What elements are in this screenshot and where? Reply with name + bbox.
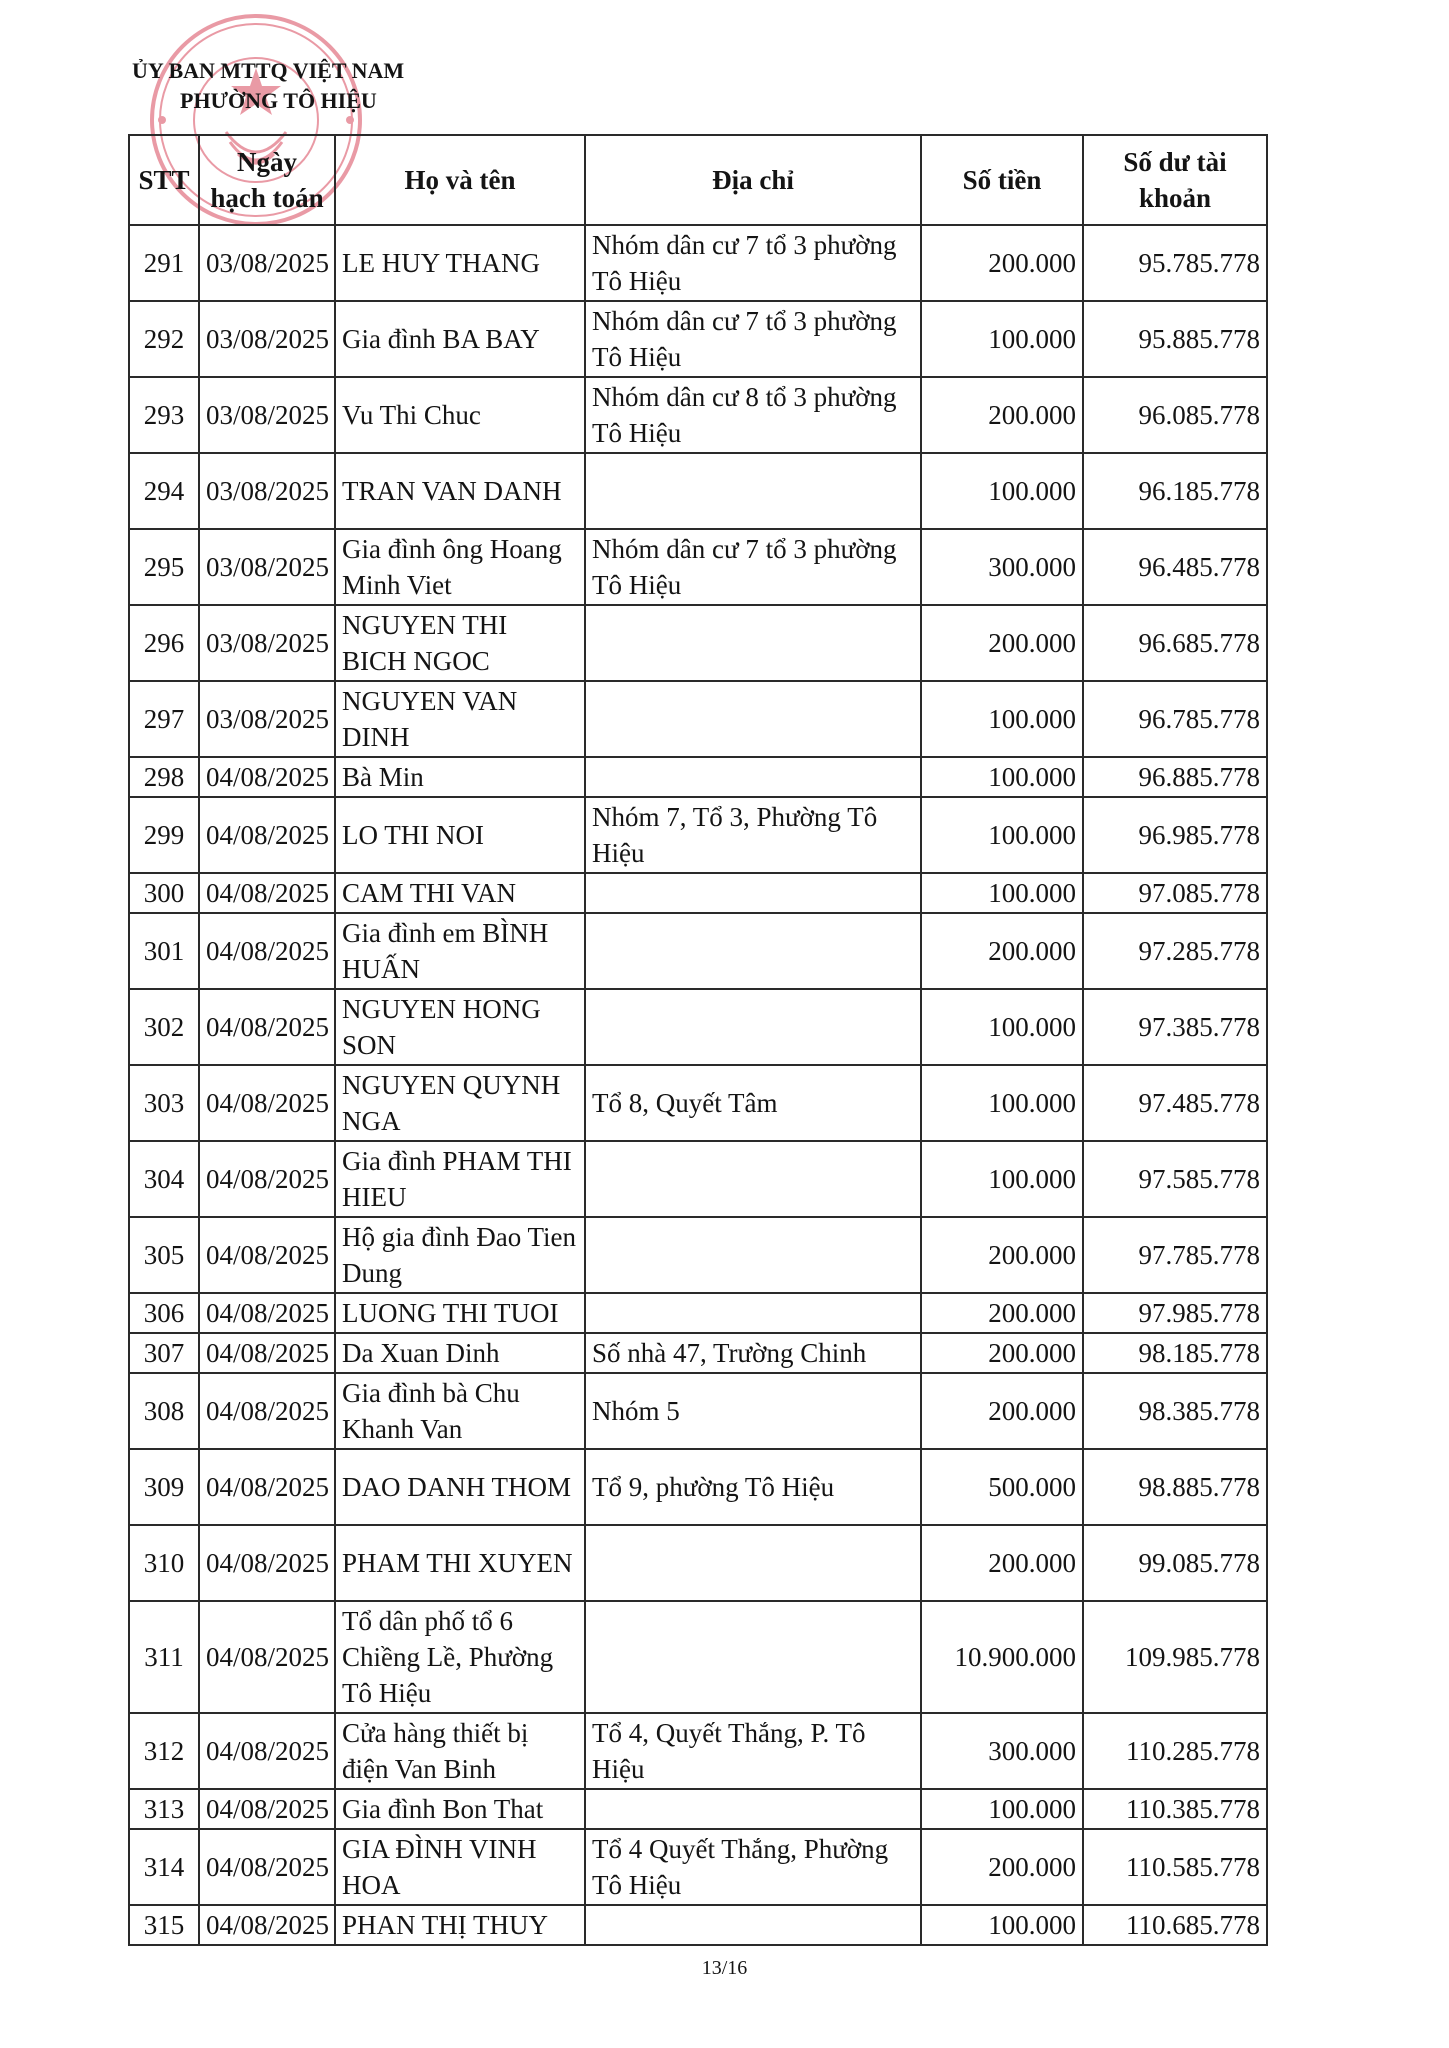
cell-balance: 97.585.778 bbox=[1083, 1141, 1267, 1217]
cell-balance: 99.085.778 bbox=[1083, 1525, 1267, 1601]
cell-balance: 96.985.778 bbox=[1083, 797, 1267, 873]
cell-amount: 200.000 bbox=[921, 1373, 1083, 1449]
cell-address bbox=[585, 1217, 921, 1293]
cell-name: NGUYEN QUYNH NGA bbox=[335, 1065, 585, 1141]
cell-name: Vu Thi Chuc bbox=[335, 377, 585, 453]
cell-amount: 200.000 bbox=[921, 1525, 1083, 1601]
table-row bbox=[129, 797, 1267, 873]
cell-date: 04/08/2025 bbox=[199, 1525, 335, 1601]
cell-amount: 100.000 bbox=[921, 873, 1083, 913]
cell-name: Gia đình BA BAY bbox=[335, 301, 585, 377]
cell-date: 03/08/2025 bbox=[199, 377, 335, 453]
cell-address: Nhóm 7, Tổ 3, Phường Tô Hiệu bbox=[585, 797, 921, 873]
cell-address bbox=[585, 605, 921, 681]
cell-name: Gia đình ông Hoang Minh Viet bbox=[335, 529, 585, 605]
cell-stt: 308 bbox=[129, 1373, 199, 1449]
cell-stt: 299 bbox=[129, 797, 199, 873]
table-row bbox=[129, 1373, 1267, 1449]
table-row bbox=[129, 1601, 1267, 1713]
cell-name: Hộ gia đình Đao Tien Dung bbox=[335, 1217, 585, 1293]
cell-balance: 110.285.778 bbox=[1083, 1713, 1267, 1789]
cell-balance: 95.785.778 bbox=[1083, 225, 1267, 301]
org-name-line1: ỦY BAN MTTQ VIỆT NAM bbox=[132, 58, 405, 83]
cell-stt: 296 bbox=[129, 605, 199, 681]
cell-address: Nhóm dân cư 8 tổ 3 phường Tô Hiệu bbox=[585, 377, 921, 453]
table-row bbox=[129, 1713, 1267, 1789]
cell-stt: 298 bbox=[129, 757, 199, 797]
cell-address bbox=[585, 913, 921, 989]
cell-date: 04/08/2025 bbox=[199, 1905, 335, 1945]
cell-date: 04/08/2025 bbox=[199, 1713, 335, 1789]
cell-balance: 96.085.778 bbox=[1083, 377, 1267, 453]
table-row bbox=[129, 529, 1267, 605]
cell-stt: 292 bbox=[129, 301, 199, 377]
cell-amount: 100.000 bbox=[921, 301, 1083, 377]
cell-balance: 96.685.778 bbox=[1083, 605, 1267, 681]
cell-address bbox=[585, 1601, 921, 1713]
cell-balance: 97.485.778 bbox=[1083, 1065, 1267, 1141]
cell-stt: 307 bbox=[129, 1333, 199, 1373]
cell-balance: 110.585.778 bbox=[1083, 1829, 1267, 1905]
cell-address bbox=[585, 1525, 921, 1601]
cell-address bbox=[585, 1789, 921, 1829]
cell-date: 04/08/2025 bbox=[199, 1373, 335, 1449]
cell-stt: 315 bbox=[129, 1905, 199, 1945]
table-row bbox=[129, 1525, 1267, 1601]
cell-date: 04/08/2025 bbox=[199, 873, 335, 913]
cell-date: 03/08/2025 bbox=[199, 605, 335, 681]
table-row bbox=[129, 1829, 1267, 1905]
cell-date: 04/08/2025 bbox=[199, 1333, 335, 1373]
cell-name: LO THI NOI bbox=[335, 797, 585, 873]
donation-ledger-table bbox=[128, 134, 1268, 1946]
cell-stt: 310 bbox=[129, 1525, 199, 1601]
cell-balance: 97.285.778 bbox=[1083, 913, 1267, 989]
cell-name: Cửa hàng thiết bị điện Van Binh bbox=[335, 1713, 585, 1789]
table-row bbox=[129, 1293, 1267, 1333]
cell-stt: 297 bbox=[129, 681, 199, 757]
cell-date: 03/08/2025 bbox=[199, 453, 335, 529]
cell-name: Gia đình em BÌNH HUẤN bbox=[335, 913, 585, 989]
table-row bbox=[129, 1449, 1267, 1525]
cell-date: 04/08/2025 bbox=[199, 989, 335, 1065]
cell-balance: 95.885.778 bbox=[1083, 301, 1267, 377]
cell-amount: 100.000 bbox=[921, 757, 1083, 797]
col-header-name: Họ và tên bbox=[335, 135, 585, 225]
cell-stt: 291 bbox=[129, 225, 199, 301]
cell-balance: 97.385.778 bbox=[1083, 989, 1267, 1065]
cell-balance: 96.485.778 bbox=[1083, 529, 1267, 605]
cell-address: Tổ 4 Quyết Thắng, Phường Tô Hiệu bbox=[585, 1829, 921, 1905]
col-header-balance: Số dư tài khoản bbox=[1083, 135, 1267, 225]
cell-stt: 294 bbox=[129, 453, 199, 529]
cell-stt: 313 bbox=[129, 1789, 199, 1829]
cell-date: 04/08/2025 bbox=[199, 1141, 335, 1217]
cell-address bbox=[585, 989, 921, 1065]
col-header-amount: Số tiền bbox=[921, 135, 1083, 225]
cell-date: 04/08/2025 bbox=[199, 1449, 335, 1525]
cell-amount: 500.000 bbox=[921, 1449, 1083, 1525]
cell-address bbox=[585, 453, 921, 529]
cell-amount: 100.000 bbox=[921, 1065, 1083, 1141]
org-name-line2: PHƯỜNG TÔ HIỆU bbox=[180, 88, 377, 113]
cell-amount: 300.000 bbox=[921, 529, 1083, 605]
table-row bbox=[129, 1333, 1267, 1373]
cell-name: Tổ dân phố tổ 6 Chiềng Lề, Phường Tô Hiệu bbox=[335, 1601, 585, 1713]
cell-stt: 309 bbox=[129, 1449, 199, 1525]
cell-balance: 97.785.778 bbox=[1083, 1217, 1267, 1293]
cell-stt: 303 bbox=[129, 1065, 199, 1141]
col-header-address: Địa chỉ bbox=[585, 135, 921, 225]
table-row bbox=[129, 681, 1267, 757]
table-row bbox=[129, 989, 1267, 1065]
table-row bbox=[129, 605, 1267, 681]
cell-balance: 96.785.778 bbox=[1083, 681, 1267, 757]
cell-stt: 293 bbox=[129, 377, 199, 453]
cell-balance: 110.385.778 bbox=[1083, 1789, 1267, 1829]
ledger-body bbox=[129, 225, 1267, 1945]
cell-address bbox=[585, 1905, 921, 1945]
cell-name: GIA ĐÌNH VINH HOA bbox=[335, 1829, 585, 1905]
cell-balance: 97.085.778 bbox=[1083, 873, 1267, 913]
cell-date: 04/08/2025 bbox=[199, 1217, 335, 1293]
cell-amount: 200.000 bbox=[921, 225, 1083, 301]
cell-name: Da Xuan Dinh bbox=[335, 1333, 585, 1373]
cell-stt: 314 bbox=[129, 1829, 199, 1905]
cell-amount: 200.000 bbox=[921, 1333, 1083, 1373]
cell-amount: 200.000 bbox=[921, 1829, 1083, 1905]
cell-address bbox=[585, 681, 921, 757]
cell-date: 03/08/2025 bbox=[199, 225, 335, 301]
cell-stt: 300 bbox=[129, 873, 199, 913]
cell-balance: 98.385.778 bbox=[1083, 1373, 1267, 1449]
cell-stt: 295 bbox=[129, 529, 199, 605]
col-header-stt: STT bbox=[129, 135, 199, 225]
col-header-date: Ngày hạch toán bbox=[199, 135, 335, 225]
cell-amount: 100.000 bbox=[921, 1789, 1083, 1829]
table-row bbox=[129, 1789, 1267, 1829]
cell-date: 04/08/2025 bbox=[199, 1601, 335, 1713]
cell-address bbox=[585, 1293, 921, 1333]
page-number: 13/16 bbox=[701, 1957, 748, 1979]
cell-date: 04/08/2025 bbox=[199, 797, 335, 873]
cell-date: 03/08/2025 bbox=[199, 301, 335, 377]
cell-amount: 100.000 bbox=[921, 797, 1083, 873]
cell-name: PHAN THỊ THUY bbox=[335, 1905, 585, 1945]
cell-balance: 110.685.778 bbox=[1083, 1905, 1267, 1945]
cell-name: Gia đình PHAM THI HIEU bbox=[335, 1141, 585, 1217]
cell-stt: 312 bbox=[129, 1713, 199, 1789]
cell-name: NGUYEN HONG SON bbox=[335, 989, 585, 1065]
cell-address bbox=[585, 757, 921, 797]
table-row bbox=[129, 377, 1267, 453]
cell-amount: 100.000 bbox=[921, 989, 1083, 1065]
table-row bbox=[129, 1217, 1267, 1293]
cell-date: 04/08/2025 bbox=[199, 1065, 335, 1141]
cell-address: Số nhà 47, Trường Chinh bbox=[585, 1333, 921, 1373]
cell-amount: 200.000 bbox=[921, 1293, 1083, 1333]
cell-address: Nhóm dân cư 7 tổ 3 phường Tô Hiệu bbox=[585, 529, 921, 605]
table-row bbox=[129, 873, 1267, 913]
cell-amount: 100.000 bbox=[921, 681, 1083, 757]
cell-name: LUONG THI TUOI bbox=[335, 1293, 585, 1333]
table-row bbox=[129, 913, 1267, 989]
cell-name: DAO DANH THOM bbox=[335, 1449, 585, 1525]
table-header-row bbox=[129, 135, 1267, 225]
cell-name: TRAN VAN DANH bbox=[335, 453, 585, 529]
cell-amount: 300.000 bbox=[921, 1713, 1083, 1789]
cell-name: CAM THI VAN bbox=[335, 873, 585, 913]
cell-address: Tổ 9, phường Tô Hiệu bbox=[585, 1449, 921, 1525]
cell-amount: 200.000 bbox=[921, 605, 1083, 681]
cell-address: Tổ 8, Quyết Tâm bbox=[585, 1065, 921, 1141]
cell-date: 03/08/2025 bbox=[199, 681, 335, 757]
cell-address: Nhóm dân cư 7 tổ 3 phường Tô Hiệu bbox=[585, 301, 921, 377]
cell-balance: 98.185.778 bbox=[1083, 1333, 1267, 1373]
cell-address: Nhóm dân cư 7 tổ 3 phường Tô Hiệu bbox=[585, 225, 921, 301]
cell-amount: 200.000 bbox=[921, 913, 1083, 989]
table-row bbox=[129, 453, 1267, 529]
table-row bbox=[129, 757, 1267, 797]
cell-name: Gia đình Bon That bbox=[335, 1789, 585, 1829]
cell-address bbox=[585, 873, 921, 913]
table-row bbox=[129, 1065, 1267, 1141]
cell-amount: 100.000 bbox=[921, 1141, 1083, 1217]
cell-stt: 301 bbox=[129, 913, 199, 989]
cell-date: 04/08/2025 bbox=[199, 1293, 335, 1333]
cell-name: NGUYEN THI BICH NGOC bbox=[335, 605, 585, 681]
table-row bbox=[129, 301, 1267, 377]
cell-name: Gia đình bà Chu Khanh Van bbox=[335, 1373, 585, 1449]
table-row bbox=[129, 1905, 1267, 1945]
cell-balance: 109.985.778 bbox=[1083, 1601, 1267, 1713]
cell-amount: 200.000 bbox=[921, 377, 1083, 453]
cell-address: Tổ 4, Quyết Thắng, P. Tô Hiệu bbox=[585, 1713, 921, 1789]
cell-stt: 306 bbox=[129, 1293, 199, 1333]
table-row bbox=[129, 225, 1267, 301]
cell-date: 04/08/2025 bbox=[199, 757, 335, 797]
cell-balance: 97.985.778 bbox=[1083, 1293, 1267, 1333]
organization-header bbox=[132, 56, 404, 116]
table-row bbox=[129, 1141, 1267, 1217]
cell-date: 04/08/2025 bbox=[199, 913, 335, 989]
cell-date: 03/08/2025 bbox=[199, 529, 335, 605]
cell-stt: 302 bbox=[129, 989, 199, 1065]
cell-balance: 96.185.778 bbox=[1083, 453, 1267, 529]
cell-balance: 96.885.778 bbox=[1083, 757, 1267, 797]
cell-amount: 100.000 bbox=[921, 453, 1083, 529]
cell-amount: 10.900.000 bbox=[921, 1601, 1083, 1713]
cell-stt: 311 bbox=[129, 1601, 199, 1713]
cell-name: NGUYEN VAN DINH bbox=[335, 681, 585, 757]
cell-address bbox=[585, 1141, 921, 1217]
cell-name: PHAM THI XUYEN bbox=[335, 1525, 585, 1601]
cell-stt: 305 bbox=[129, 1217, 199, 1293]
cell-stt: 304 bbox=[129, 1141, 199, 1217]
cell-address: Nhóm 5 bbox=[585, 1373, 921, 1449]
cell-name: Bà Min bbox=[335, 757, 585, 797]
cell-amount: 200.000 bbox=[921, 1217, 1083, 1293]
cell-amount: 100.000 bbox=[921, 1905, 1083, 1945]
cell-date: 04/08/2025 bbox=[199, 1789, 335, 1829]
cell-name: LE HUY THANG bbox=[335, 225, 585, 301]
cell-balance: 98.885.778 bbox=[1083, 1449, 1267, 1525]
cell-date: 04/08/2025 bbox=[199, 1829, 335, 1905]
